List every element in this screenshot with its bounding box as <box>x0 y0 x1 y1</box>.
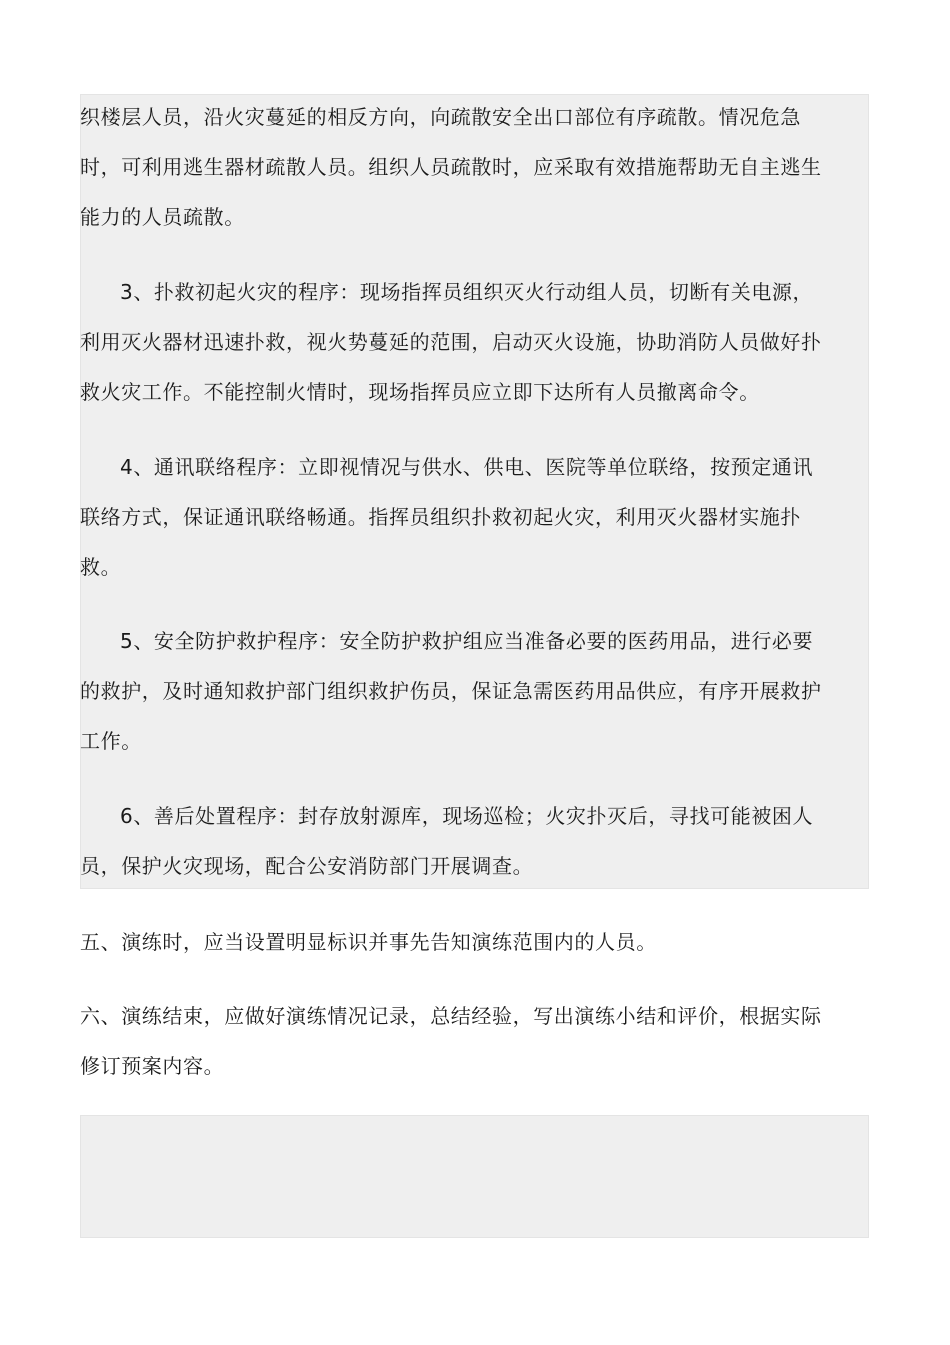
paragraph-section-five: 五、演练时，应当设置明显标识并事先告知演练范围内的人员。 <box>80 930 657 954</box>
paragraph-communication-procedure: 4、通讯联络程序：立即视情况与供水、供电、医院等单位联络，按预定通讯联络方式，保证通讯联络畅通。指挥员组织扑救初起火灾，利用灭火器材实施扑救。 <box>80 455 814 579</box>
empty-shaded-panel <box>80 1115 869 1238</box>
paragraph-aftermath-procedure: 6、善后处置程序：封存放射源库，现场巡检；火灾扑灭后，寻找可能被困人员，保护火灾现场，配合公安消防部门开展调查。 <box>80 804 814 878</box>
paragraph-safety-rescue-procedure: 5、安全防护救护程序：安全防护救护组应当准备必要的医药用品，进行必要的救护，及时通知救护部门组织救护伤员，保证急需医药用品供应，有序开展救护工作。 <box>80 629 822 753</box>
paragraph-initial-fire-fighting: 3、扑救初起火灾的程序：现场指挥员组织灭火行动组人员，切断有关电源，利用灭火器材迅速扑救，视火势蔓延的范围，启动灭火设施，协助消防人员做好扑救火灾工作。不能控制火情时，现场指挥员应立即下达所有人员撤离命令。 <box>80 280 822 404</box>
paragraph-section-six: 六、演练结束，应做好演练情况记录，总结经验，写出演练小结和评价，根据实际修订预案内容。 <box>80 1004 822 1078</box>
paragraph-evacuation-continued: 织楼层人员，沿火灾蔓延的相反方向，向疏散安全出口部位有序疏散。情况危急时，可利用逃生器材疏散人员。组织人员疏散时，应采取有效措施帮助无自主逃生能力的人员疏散。 <box>80 105 822 229</box>
